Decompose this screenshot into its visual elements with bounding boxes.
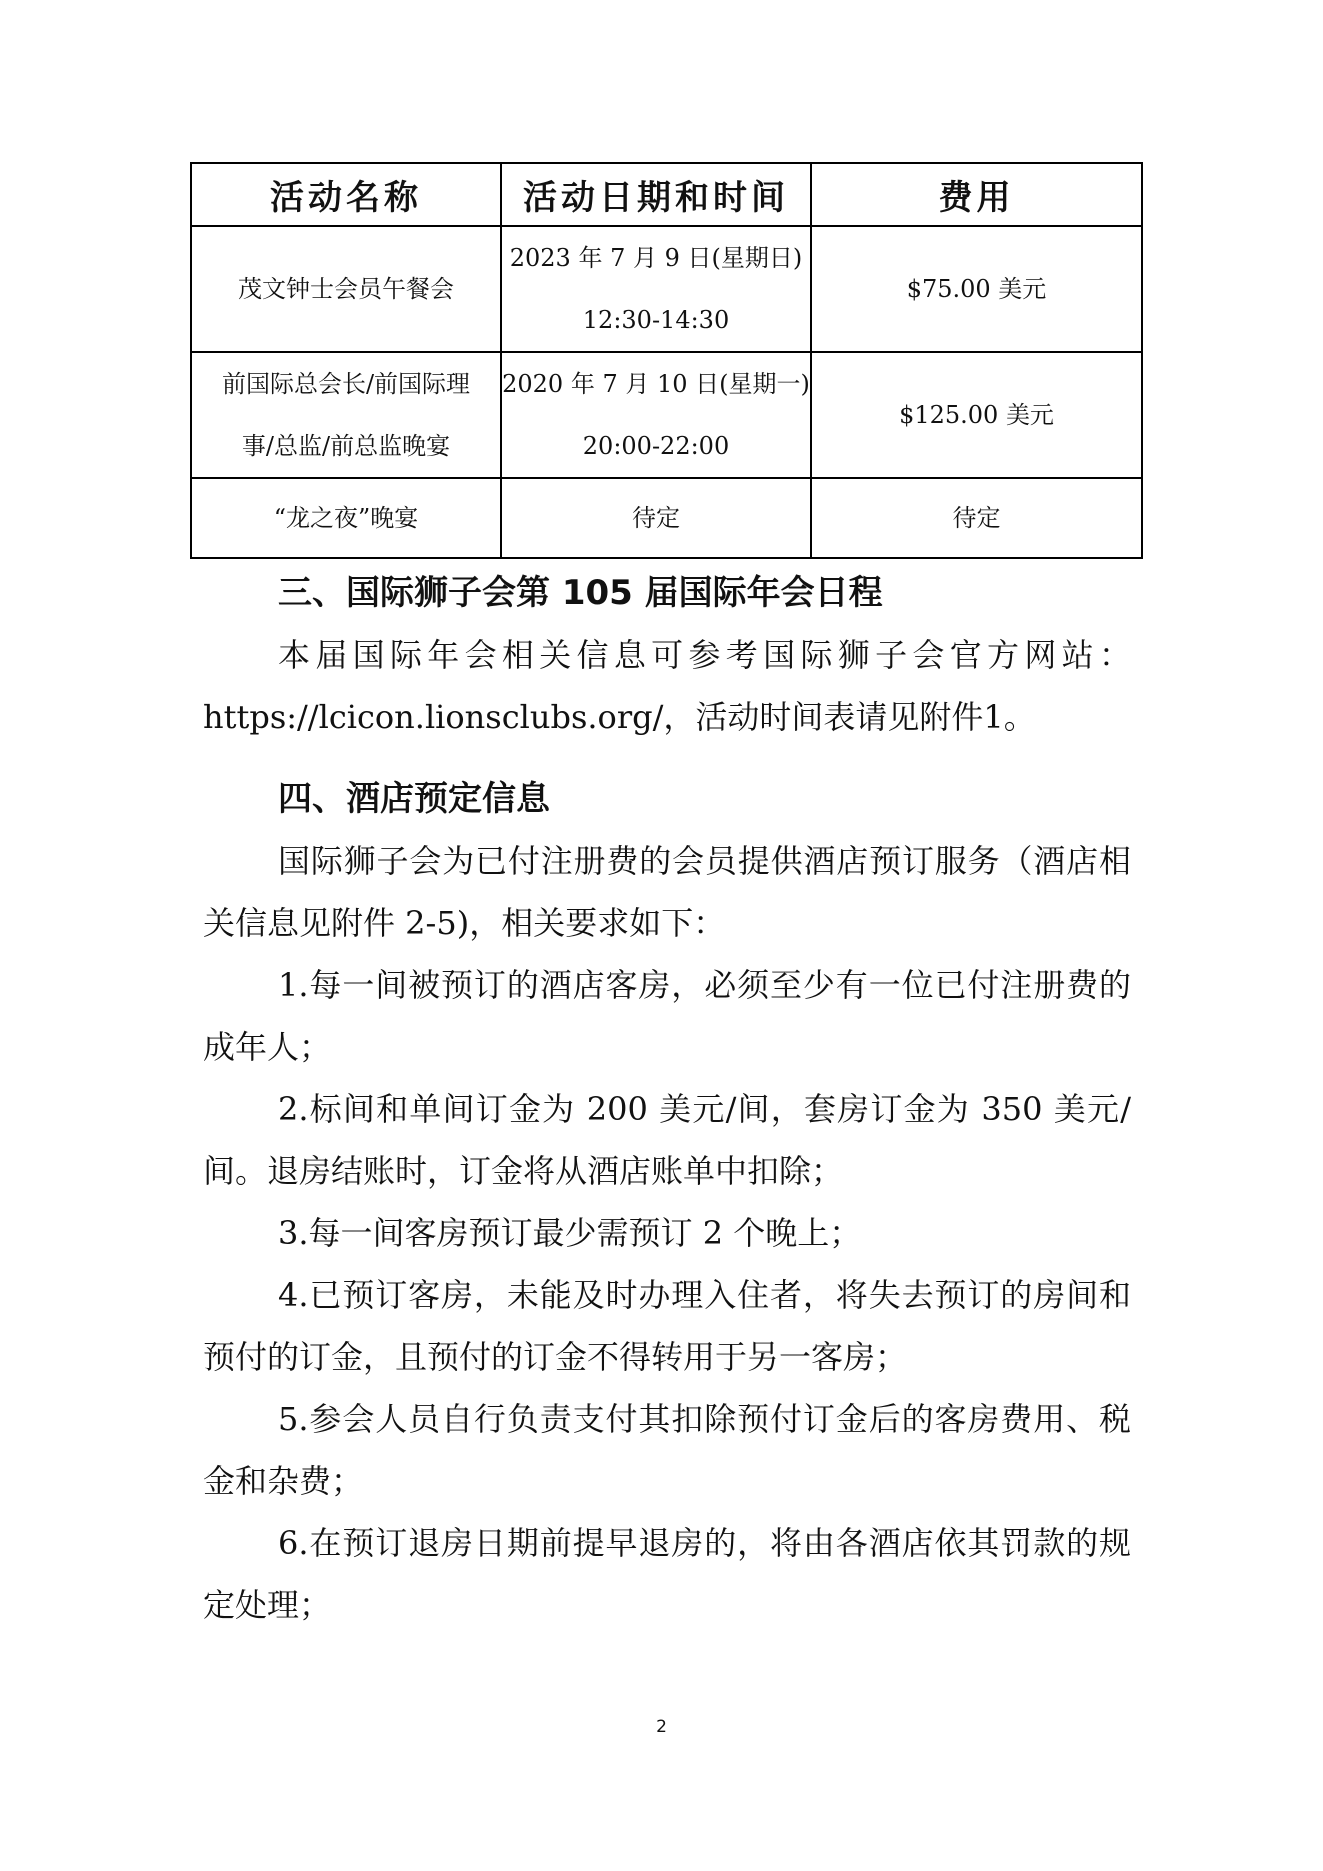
activity-datetime-cell — [501, 478, 811, 558]
header-fee: 费用 — [811, 163, 1142, 226]
activity-name-line-2: 事/总监/前总监晚宴 — [241, 432, 451, 460]
hotel-requirement-4: 4.已预订客房，未能及时办理入住者，将失去预订的房间和预付的订金，且预付的订金不得转用于另一客房； — [203, 1276, 1131, 1376]
activity-datetime-cell — [501, 352, 811, 478]
section-4-heading: 四、酒店预定信息 — [278, 779, 550, 819]
activity-fee: $125.00 美元 — [811, 352, 1142, 478]
activity-date: 2020 年 7 月 10 日(星期一) — [502, 370, 810, 398]
activity-time: 12:30-14:30 — [582, 306, 730, 334]
activity-datetime-cell — [501, 226, 811, 352]
activity-name: 茂文钟士会员午餐会 — [238, 275, 454, 303]
table-row — [191, 478, 1142, 558]
activity-name-line-1: 前国际总会长/前国际理 — [221, 370, 471, 398]
document-body — [203, 562, 1131, 1636]
header-activity-name: 活动名称 — [191, 163, 501, 226]
activity-date: 2023 年 7 月 9 日(星期日) — [509, 244, 803, 272]
activity-name-cell — [191, 478, 501, 558]
table-row — [191, 226, 1142, 352]
hotel-requirement-5: 5.参会人员自行负责支付其扣除预付订金后的客房费用、税金和杂费； — [203, 1400, 1131, 1500]
activity-name-cell — [191, 352, 501, 478]
page-number: 2 — [656, 1717, 667, 1737]
events-table — [190, 162, 1143, 559]
hotel-requirement-1: 1.每一间被预订的酒店客房，必须至少有一位已付注册费的成年人； — [203, 966, 1131, 1066]
header-activity-datetime: 活动日期和时间 — [501, 163, 811, 226]
activity-name: “龙之夜”晚宴 — [273, 504, 419, 532]
table-header-row — [191, 163, 1142, 226]
activity-date: 待定 — [632, 504, 680, 532]
activity-name-cell — [191, 226, 501, 352]
section-4-intro: 国际狮子会为已付注册费的会员提供酒店预订服务（酒店相关信息见附件 2-5)，相关要求如下： — [203, 842, 1131, 942]
section-3-heading: 三、国际狮子会第 105 届国际年会日程 — [278, 573, 883, 613]
hotel-requirement-2: 2.标间和单间订金为 200 美元/间，套房订金为 350 美元/间。退房结账时，订金将从酒店账单中扣除； — [203, 1090, 1131, 1190]
hotel-requirement-6: 6.在预订退房日期前提早退房的，将由各酒店依其罚款的规定处理； — [203, 1524, 1131, 1624]
activity-fee: 待定 — [811, 478, 1142, 558]
activity-time: 20:00-22:00 — [582, 432, 730, 460]
hotel-requirement-3: 3.每一间客房预订最少需预订 2 个晚上； — [278, 1214, 862, 1252]
section-3-text: 本届国际年会相关信息可参考国际狮子会官方网站：https://lcicon.lionsclubs.org/，活动时间表请见附件1。 — [203, 636, 1131, 736]
table-row — [191, 352, 1142, 478]
activity-fee: $75.00 美元 — [811, 226, 1142, 352]
